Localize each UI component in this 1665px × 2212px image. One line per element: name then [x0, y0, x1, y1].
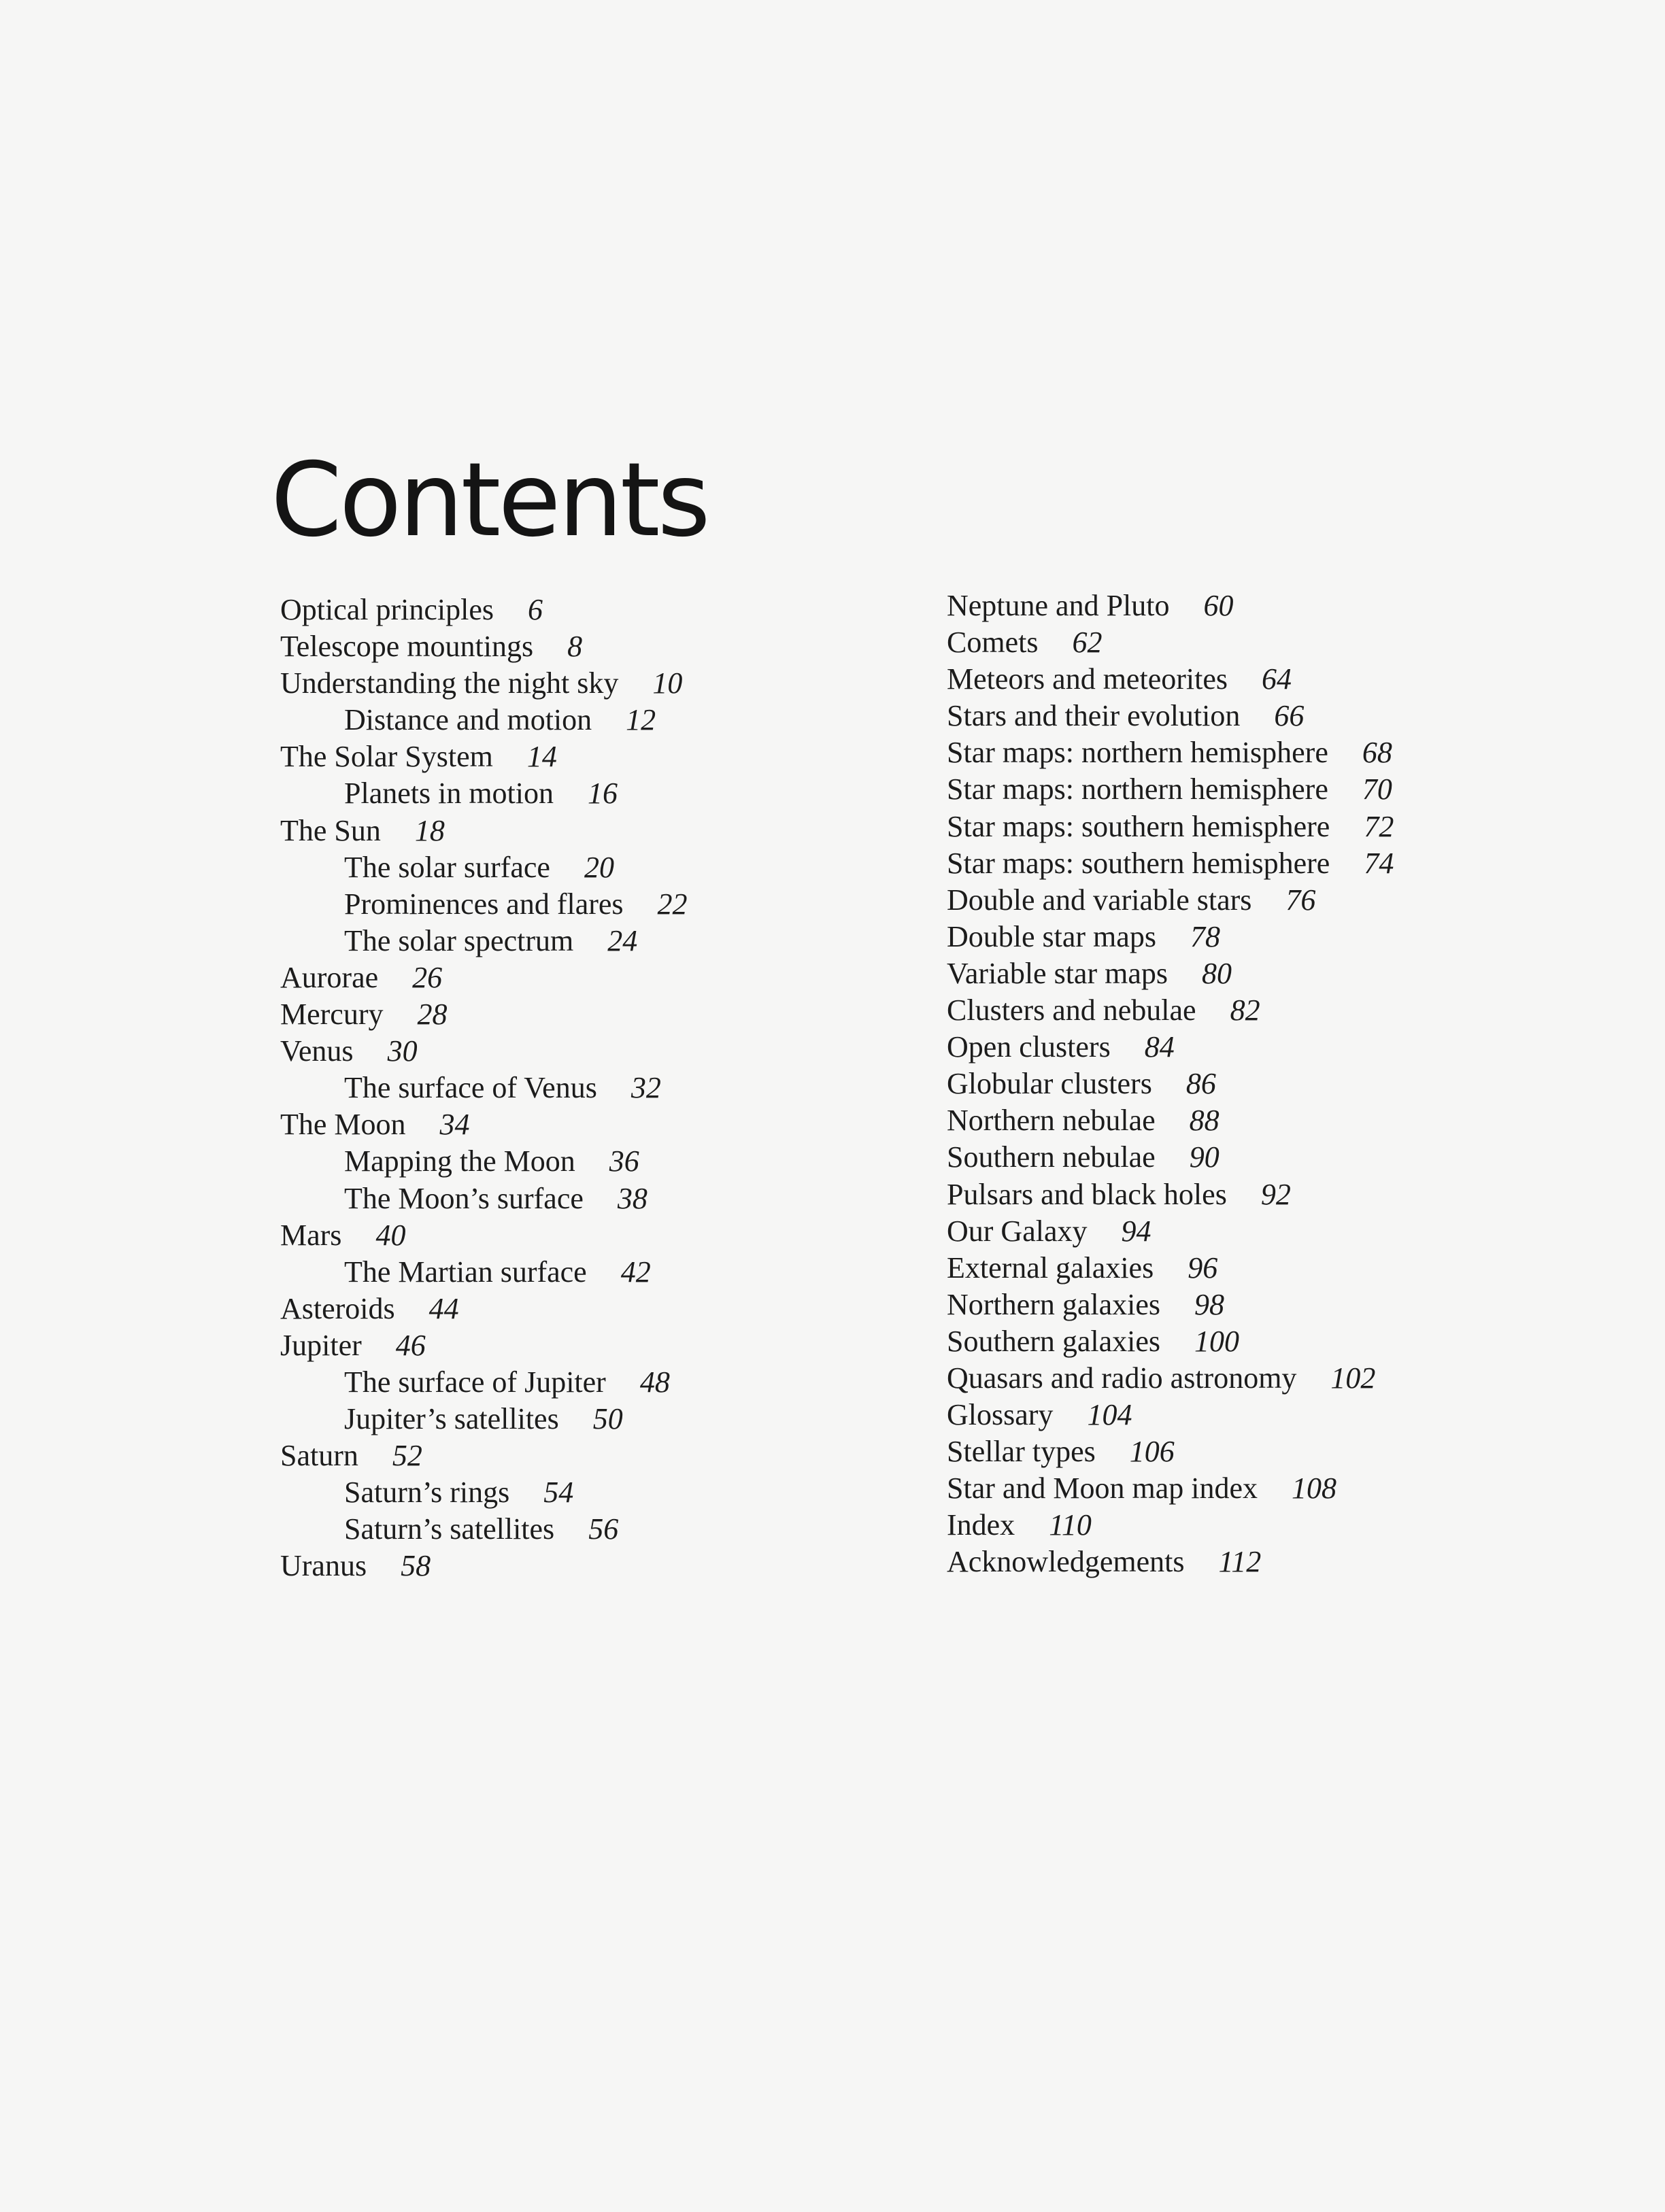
toc-entry [280, 1143, 688, 1180]
toc-entry-label: Aurorae [280, 960, 379, 994]
toc-entry-label: The Martian surface [344, 1255, 587, 1289]
toc-right-column [947, 588, 1394, 1581]
toc-entry [947, 624, 1394, 661]
toc-entry [280, 592, 688, 628]
toc-entry-page-number: 78 [1190, 919, 1220, 953]
toc-entry [947, 1360, 1394, 1397]
toc-entry-page-number: 66 [1274, 699, 1305, 733]
toc-entry-label: External galaxies [947, 1250, 1154, 1284]
toc-entry-page-number: 100 [1194, 1324, 1240, 1358]
toc-entry-page-number: 102 [1330, 1361, 1376, 1395]
toc-entry-label: The Moon’s surface [344, 1181, 584, 1215]
toc-entry-page-number: 106 [1129, 1435, 1175, 1469]
toc-entry-page-number: 36 [609, 1144, 639, 1178]
toc-entry [947, 771, 1394, 808]
toc-entry-label: Uranus [280, 1549, 367, 1583]
toc-entry [947, 1102, 1394, 1139]
toc-entry-page-number: 86 [1185, 1067, 1216, 1101]
toc-entry-label: Double and variable stars [947, 883, 1252, 917]
toc-entry-label: Telescope mountings [280, 630, 534, 664]
toc-entry [947, 1544, 1394, 1580]
toc-entry-label: Jupiter [280, 1328, 362, 1362]
toc-entry-label: Acknowledgements [947, 1545, 1185, 1579]
toc-entry-label: Star maps: northern hemisphere [947, 772, 1328, 806]
toc-entry-page-number: 54 [543, 1476, 574, 1510]
toc-entry-page-number: 28 [417, 998, 448, 1032]
toc-entry-page-number: 62 [1072, 626, 1103, 660]
toc-entry [280, 1180, 688, 1217]
toc-entry-page-number: 80 [1202, 956, 1232, 990]
toc-entry-label: Quasars and radio astronomy [947, 1361, 1297, 1395]
toc-entry [947, 1029, 1394, 1066]
toc-entry-label: Star and Moon map index [947, 1471, 1258, 1505]
toc-entry [947, 882, 1394, 919]
toc-entry-label: Northern nebulae [947, 1104, 1156, 1138]
toc-entry [947, 1323, 1394, 1360]
toc-entry [280, 1548, 688, 1584]
toc-entry-page-number: 42 [620, 1255, 651, 1289]
toc-entry-page-number: 92 [1260, 1177, 1291, 1211]
toc-entry [280, 1106, 688, 1143]
toc-entry-page-number: 58 [401, 1549, 431, 1583]
toc-entry-label: Star maps: southern hemisphere [947, 846, 1330, 880]
toc-entry-page-number: 68 [1362, 736, 1392, 770]
toc-entry-page-number: 14 [526, 740, 557, 774]
toc-entry [280, 1327, 688, 1364]
toc-entry-label: Star maps: northern hemisphere [947, 736, 1328, 770]
toc-entry-page-number: 94 [1121, 1214, 1151, 1248]
toc-entry [947, 845, 1394, 882]
toc-entry [280, 1364, 688, 1401]
toc-entry-label: The Solar System [280, 740, 493, 774]
toc-entry-page-number: 74 [1364, 846, 1394, 880]
toc-entry-label: Clusters and nebulae [947, 993, 1196, 1027]
toc-entry-label: The Moon [280, 1108, 406, 1142]
toc-entry-page-number: 8 [567, 630, 583, 664]
toc-entry-label: Saturn’s rings [344, 1476, 510, 1510]
toc-entry-label: Mapping the Moon [344, 1144, 575, 1178]
toc-entry-page-number: 40 [375, 1218, 406, 1252]
toc-entry [947, 919, 1394, 955]
toc-entry-page-number: 12 [626, 703, 656, 737]
toc-entry-label: Saturn [280, 1439, 358, 1473]
toc-entry [947, 1507, 1394, 1544]
toc-entry [947, 1287, 1394, 1323]
toc-entry-label: Stars and their evolution [947, 699, 1241, 733]
toc-entry-label: Pulsars and black holes [947, 1177, 1227, 1211]
toc-left-column [280, 592, 688, 1585]
toc-entry [280, 775, 688, 812]
toc-entry [280, 923, 688, 959]
toc-entry-label: Double star maps [947, 919, 1156, 953]
toc-entry [947, 1213, 1394, 1250]
toc-entry [280, 1291, 688, 1327]
toc-entry-label: The Sun [280, 813, 381, 847]
toc-entry-page-number: 26 [412, 960, 443, 994]
toc-entry [280, 665, 688, 702]
toc-entry [947, 588, 1394, 624]
toc-entry-label: Venus [280, 1034, 354, 1068]
toc-entry [280, 996, 688, 1033]
toc-entry [947, 1066, 1394, 1102]
toc-entry-page-number: 30 [387, 1034, 418, 1068]
toc-entry-page-number: 22 [657, 887, 688, 921]
toc-entry-label: Star maps: southern hemisphere [947, 809, 1330, 843]
toc-entry-page-number: 6 [528, 593, 543, 626]
toc-entry-label: Distance and motion [344, 703, 592, 737]
toc-entry [947, 1470, 1394, 1507]
toc-entry-label: The solar spectrum [344, 923, 574, 957]
toc-entry-page-number: 112 [1218, 1545, 1262, 1579]
toc-entry [280, 1437, 688, 1474]
toc-entry-page-number: 46 [395, 1328, 426, 1362]
toc-entry-page-number: 108 [1292, 1471, 1337, 1505]
toc-entry-label: The surface of Venus [344, 1071, 597, 1105]
toc-entry [947, 1176, 1394, 1213]
toc-entry-page-number: 90 [1189, 1140, 1220, 1174]
toc-entry-label: Index [947, 1508, 1015, 1542]
toc-entry-page-number: 38 [617, 1181, 648, 1215]
toc-entry-page-number: 70 [1362, 772, 1392, 806]
toc-entry [280, 849, 688, 886]
toc-entry-page-number: 60 [1203, 589, 1234, 622]
toc-entry-label: Southern nebulae [947, 1140, 1156, 1174]
page-title: Contents [271, 441, 708, 560]
toc-entry-label: Saturn’s satellites [344, 1512, 555, 1546]
toc-entry [947, 955, 1394, 992]
toc-entry [280, 1511, 688, 1548]
toc-entry [947, 809, 1394, 845]
toc-entry-label: Neptune and Pluto [947, 589, 1170, 622]
toc-entry-page-number: 32 [630, 1071, 661, 1105]
toc-entry [947, 992, 1394, 1029]
toc-entry-label: Mercury [280, 998, 384, 1032]
toc-entry-label: Our Galaxy [947, 1214, 1088, 1248]
toc-entry-page-number: 104 [1087, 1398, 1132, 1432]
toc-entry [947, 1433, 1394, 1470]
toc-entry-page-number: 18 [414, 813, 445, 847]
toc-entry [280, 628, 688, 665]
toc-entry [280, 959, 688, 996]
toc-entry-label: The surface of Jupiter [344, 1365, 606, 1399]
toc-entry-label: Prominences and flares [344, 887, 624, 921]
toc-entry-label: Open clusters [947, 1030, 1111, 1064]
toc-entry-label: The solar surface [344, 850, 550, 884]
toc-entry [280, 1254, 688, 1291]
toc-entry [280, 1474, 688, 1511]
toc-entry-page-number: 10 [652, 666, 683, 700]
toc-entry-label: Meteors and meteorites [947, 662, 1228, 696]
toc-entry-page-number: 110 [1049, 1508, 1092, 1542]
toc-entry-page-number: 56 [588, 1512, 619, 1546]
toc-entry-page-number: 96 [1188, 1250, 1218, 1284]
toc-entry [947, 1250, 1394, 1287]
toc-entry [947, 698, 1394, 734]
toc-entry [280, 813, 688, 849]
toc-entry-label: Planets in motion [344, 777, 554, 811]
toc-entry-page-number: 82 [1230, 993, 1260, 1027]
toc-entry-page-number: 50 [592, 1402, 623, 1436]
toc-entry-label: Understanding the night sky [280, 666, 619, 700]
toc-entry-label: Asteroids [280, 1291, 395, 1325]
toc-entry-label: Optical principles [280, 593, 494, 626]
toc-entry-page-number: 88 [1189, 1104, 1220, 1138]
toc-entry-label: Globular clusters [947, 1067, 1152, 1101]
toc-entry [280, 1070, 688, 1106]
toc-entry-label: Stellar types [947, 1435, 1096, 1469]
toc-entry-page-number: 72 [1364, 809, 1394, 843]
toc-entry-page-number: 24 [607, 923, 638, 957]
toc-entry [280, 1217, 688, 1254]
toc-entry-page-number: 98 [1194, 1287, 1224, 1321]
toc-entry-page-number: 44 [428, 1291, 459, 1325]
toc-entry [947, 1397, 1394, 1433]
toc-entry-page-number: 84 [1144, 1030, 1175, 1064]
toc-entry [280, 1033, 688, 1070]
toc-entry-label: Southern galaxies [947, 1324, 1161, 1358]
toc-entry [947, 1139, 1394, 1176]
toc-entry-page-number: 16 [588, 777, 618, 811]
toc-entry [947, 734, 1394, 771]
toc-entry-page-number: 34 [439, 1108, 470, 1142]
toc-entry-label: Jupiter’s satellites [344, 1402, 559, 1436]
toc-entry-label: Comets [947, 626, 1039, 660]
toc-entry-page-number: 52 [392, 1439, 422, 1473]
toc-entry-page-number: 64 [1261, 662, 1292, 696]
toc-entry-page-number: 20 [584, 850, 614, 884]
toc-entry-label: Mars [280, 1218, 342, 1252]
toc-entry [280, 738, 688, 775]
toc-entry [280, 886, 688, 923]
toc-entry [280, 702, 688, 738]
toc-entry-label: Variable star maps [947, 956, 1168, 990]
toc-entry-page-number: 76 [1285, 883, 1316, 917]
toc-entry [947, 661, 1394, 698]
toc-entry-page-number: 48 [639, 1365, 670, 1399]
toc-entry-label: Glossary [947, 1398, 1054, 1432]
toc-entry [280, 1401, 688, 1437]
toc-entry-label: Northern galaxies [947, 1287, 1160, 1321]
